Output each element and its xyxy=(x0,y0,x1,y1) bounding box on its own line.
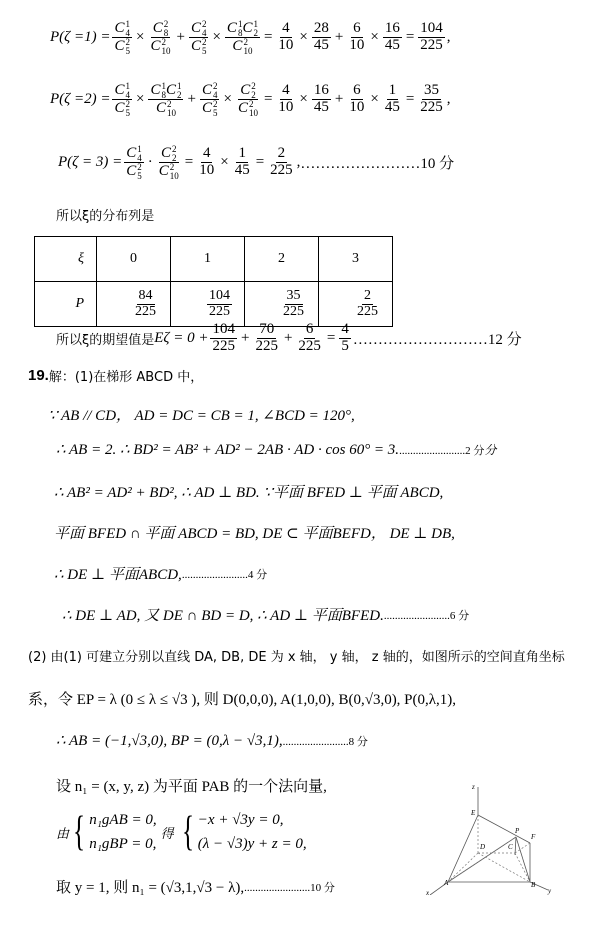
prob-3-lhs: P(ζ = 3) = xyxy=(58,154,123,171)
q19-line4: ∴ AB² = AD² + BD², ∴ AD ⊥ BD. ∵平面 BFED ⊥ 平面 ABCD, xyxy=(54,485,444,501)
distribution-intro: 所以ξ的分布列是 xyxy=(56,209,155,224)
q19-line2: ∵ AB // CD， AD = DC = CB = 1, ∠BCD = 120°, xyxy=(48,408,355,424)
prob-zeta-3: P(ζ = 3) = C 1 4 C 2 5 · C 2 2 C 2 10 = $\frac{4}{10}$ × $\frac{1}{45}$ = $\frac{2}{225}$ , ……………………10 分 xyxy=(58,144,455,181)
q19-part2-line3: ∴ AB = (−1,√3,0), BP = (0,λ − √3,1), ........................8 分 xyxy=(56,733,368,749)
q19-part2-line1: (2) 由(1) 可建立分别以直线 DA, DB, DE 为 x 轴， y 轴， z 轴的，如图所示的空间直角坐标 xyxy=(28,650,565,665)
label-B: B xyxy=(531,881,536,889)
q19-part2-line4: 设 n₁ = (x, y, z) 为平面 PAB 的一个法向量, xyxy=(56,779,327,795)
fraction: $\frac{6}{10}$ xyxy=(349,20,365,54)
expectation-line: 所以ξ的期望值是 Eζ = 0 + $\frac{104}{225}$ + $\frac{70}{225}$ + $\frac{6}{225}$ = $\frac{4}{5}$ ………………………12 分 xyxy=(56,321,522,354)
fraction: $\frac{4}{10}$ xyxy=(278,82,294,116)
result-fraction: $\frac{35}{225}$ xyxy=(420,82,443,116)
table-cell: $\frac{104}{225}$ xyxy=(171,282,245,327)
label-x: x xyxy=(426,889,430,895)
label-C: C xyxy=(508,843,513,851)
label-E: E xyxy=(471,809,476,817)
q19-line3: ∴ AB = 2. ∴ BD² = AB² + AD² − 2AB · AD · cos 60° = 3. ........................2 分 分 xyxy=(56,442,497,458)
fraction: $\frac{1}{45}$ xyxy=(234,145,250,179)
q19-header: 19. 解：(1)在梯形 ABCD 中， xyxy=(28,367,204,385)
equation-system: 由 { n₁gAB = 0, n₁gBP = 0, 得 { −x + √3y = 0, (λ − √3)y + z = 0, xyxy=(56,809,307,855)
prob-zeta-1: P(ζ =1) = C 1 4 C 2 5 × C 2 8 C 2 10 + C 2 4 C 2 5 × C 1 8 C 1 2 C 2 10 = $\frac{4}{10}$ × $\frac{28}{45}$ + $\frac{6}{10}$ × $\frac{16}{45}$ = $\frac{104}{225}$ , xyxy=(50,19,451,56)
geometry-diagram xyxy=(420,775,560,895)
prob-2-lhs: P(ζ =2) = xyxy=(50,91,111,108)
prob-1-lhs: P(ζ =1) = xyxy=(50,29,111,46)
result-fraction: $\frac{104}{225}$ xyxy=(420,20,443,54)
q19-part2-line6: 取 y = 1, 则 n₁ = (√3,1,√3 − λ), ........................10 分 xyxy=(56,880,335,896)
score-marker: ……………………10 分 xyxy=(300,156,455,173)
result-fraction: $\frac{2}{225}$ xyxy=(270,145,293,179)
table-cell: $\frac{35}{225}$ xyxy=(245,282,319,327)
fraction: $\frac{1}{45}$ xyxy=(384,82,400,116)
table-cell: 1 xyxy=(171,237,245,282)
table-row xyxy=(35,237,393,282)
label-y: y xyxy=(548,887,552,895)
table-cell: $\frac{2}{225}$ xyxy=(319,282,393,327)
fraction: $\frac{4}{10}$ xyxy=(278,20,294,54)
distribution-table xyxy=(34,236,393,327)
question-number: 19. xyxy=(28,367,49,384)
fraction: $\frac{4}{10}$ xyxy=(199,145,215,179)
fraction: $\frac{16}{45}$ xyxy=(313,82,329,116)
label-F: F xyxy=(531,833,536,841)
fraction: $\frac{28}{45}$ xyxy=(313,20,329,54)
q19-line7: ∴ DE ⊥ AD, 又 DE ∩ BD = D, ∴ AD ⊥ 平面BFED. ........................6 分 xyxy=(62,608,470,624)
fraction: $\frac{6}{10}$ xyxy=(349,82,365,116)
row-label: P xyxy=(35,282,97,327)
table-cell: 3 xyxy=(319,237,393,282)
fraction: $\frac{16}{45}$ xyxy=(384,20,400,54)
table-cell: 0 xyxy=(97,237,171,282)
table-cell: 2 xyxy=(245,237,319,282)
label-z: z xyxy=(472,783,475,791)
q19-line6: ∴ DE ⊥ 平面ABCD, ........................4 分 xyxy=(54,567,268,583)
table-row xyxy=(35,282,393,327)
label-P: P xyxy=(515,827,520,835)
label-A: A xyxy=(444,879,449,887)
edge-EF xyxy=(478,815,530,843)
prob-zeta-2: P(ζ =2) = C 1 4 C 2 5 × C 1 8 C 1 2 C 2 10 + C 2 4 C 2 5 × C 2 2 C 2 10 = $\frac{4}{10}$ × $\frac{16}{45}$ + $\frac{6}{10}$ × $\frac{1}{45}$ = $\frac{35}{225}$ , xyxy=(50,81,451,118)
q19-line5: 平面 BFED ∩ 平面 ABCD = BD, DE ⊂ 平面BEFD， DE ⊥ DB, xyxy=(54,526,455,542)
label-D: D xyxy=(480,843,486,851)
table-cell: $\frac{84}{225}$ xyxy=(97,282,171,327)
header-label: ξ xyxy=(35,237,97,282)
score-marker: ………………………12 分 xyxy=(352,331,522,348)
q19-part2-line2: 系，令 EP = λ (0 ≤ λ ≤ √3 ), 则 D(0,0,0), A(1,0,0), B(0,√3,0), P(0,λ,1), xyxy=(28,692,457,708)
